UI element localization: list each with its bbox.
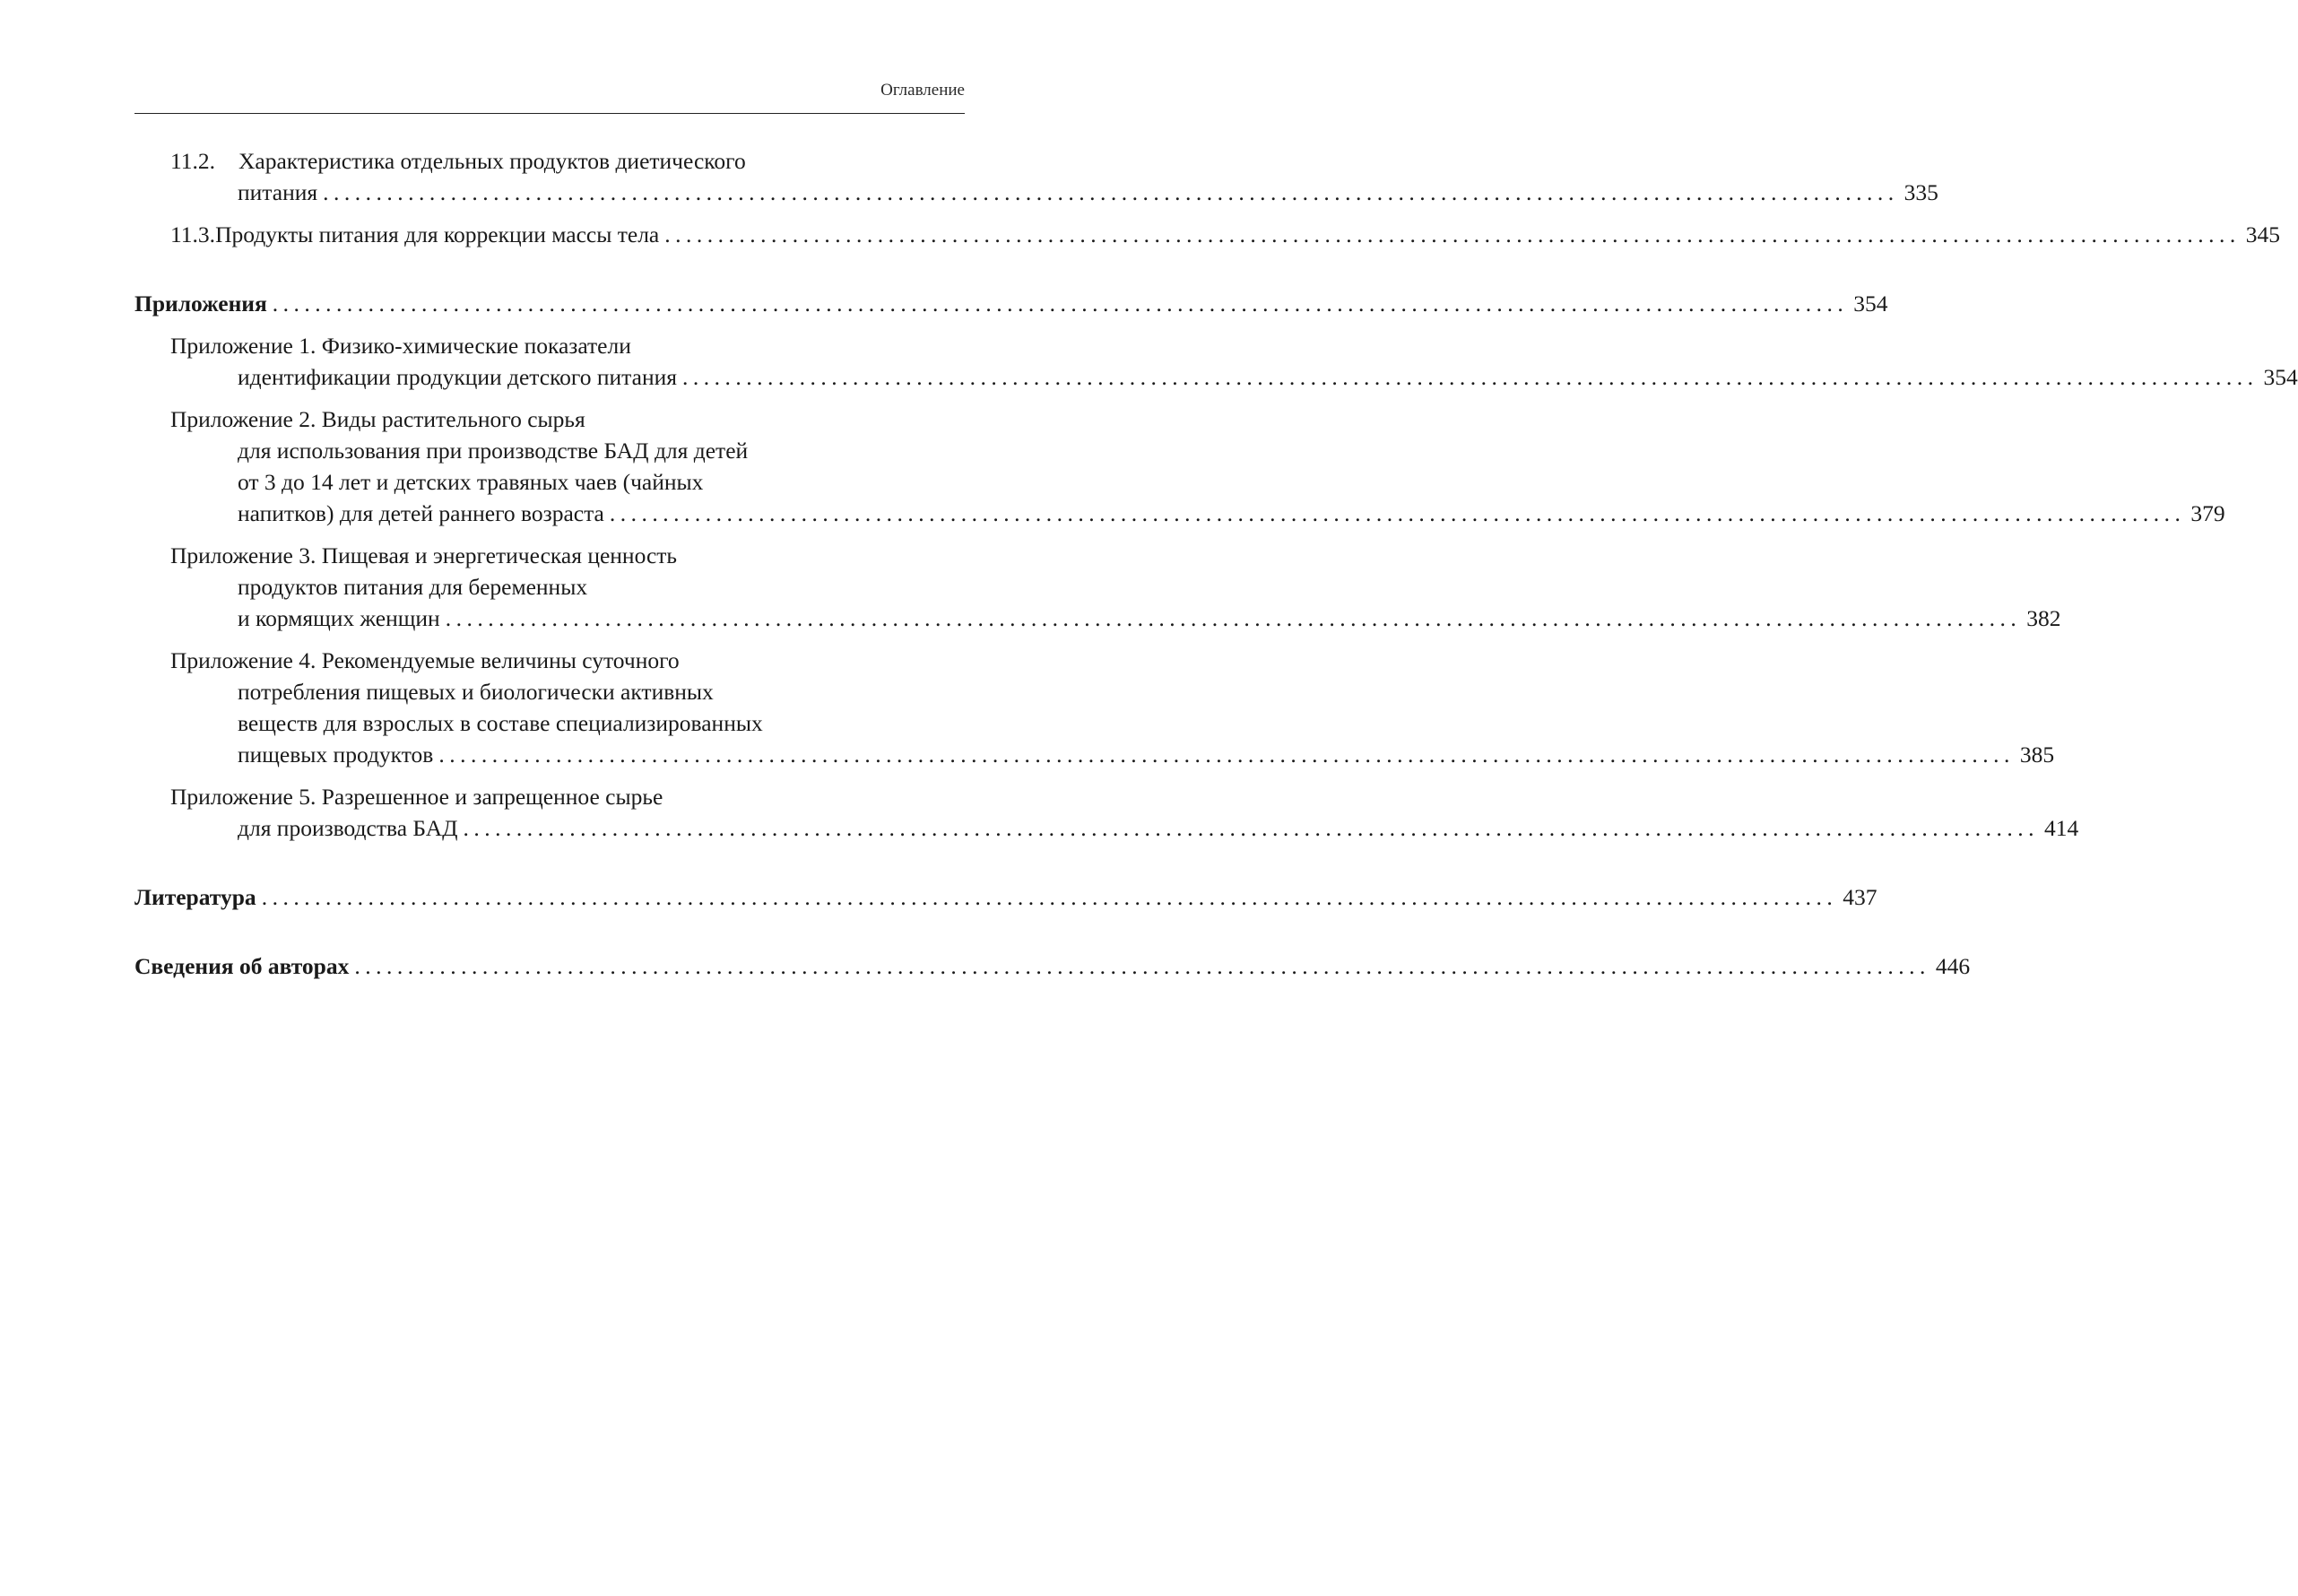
entry-title: Литература [134, 884, 256, 910]
toc-entry-appendix-1[interactable] [134, 330, 2298, 393]
toc-entry-appendix-4[interactable] [134, 645, 2055, 770]
toc-entry-authors[interactable] [134, 950, 1971, 982]
toc-entry-literature[interactable] [134, 881, 1877, 913]
toc-entry-appendix-3[interactable] [134, 540, 2061, 634]
dot-leader: .................................................................................................................................................... [463, 815, 2039, 841]
dot-leader: .................................................................................................................................................... [438, 742, 2015, 768]
section-number: 11.3. [170, 221, 216, 247]
entry-title-line: от 3 до 14 лет и детских травяных чаев (чайных [238, 469, 704, 495]
page-number: 335 [1903, 179, 1938, 205]
page-number: 414 [2044, 815, 2079, 841]
entry-title: Сведения об авторах [134, 953, 350, 979]
dot-leader: .................................................................................................................................................... [354, 953, 1930, 979]
page-number: 354 [2263, 364, 2298, 390]
table-of-contents [134, 145, 2298, 982]
page-number: 382 [2026, 605, 2061, 631]
entry-title-line: пищевых продуктов [238, 742, 434, 768]
entry-title-line: питания [238, 179, 318, 205]
section-number: 11.2. [170, 148, 216, 174]
running-header: Оглавление [880, 81, 965, 100]
toc-entry-11-2[interactable] [134, 145, 1938, 208]
page-number: 379 [2190, 500, 2225, 526]
entry-title-line: напитков) для детей раннего возраста [238, 500, 604, 526]
entry-title-line: для производства БАД [238, 815, 458, 841]
header-rule [134, 113, 965, 114]
entry-title-line: Приложение 2. Виды растительного сырья [170, 406, 585, 432]
entry-title: Приложения [134, 291, 267, 317]
dot-leader: .................................................................................................................................................... [323, 179, 1899, 205]
page-number: 446 [1935, 953, 1971, 979]
entry-title-line: Приложение 5. Разрешенное и запрещенное сырье [170, 784, 663, 810]
entry-title-line: и кормящих женщин [238, 605, 440, 631]
entry-title-line: потребления пищевых и биологически активных [238, 679, 714, 705]
dot-leader: .................................................................................................................................................... [664, 221, 2241, 247]
page-number: 385 [2019, 742, 2055, 768]
entry-title-line: Приложение 3. Пищевая и энергетическая ценность [170, 542, 678, 568]
entry-title-line: продуктов питания для беременных [238, 574, 588, 600]
dot-leader: .................................................................................................................................................... [445, 605, 2022, 631]
toc-entry-11-3[interactable] [134, 219, 2280, 250]
dot-leader: .................................................................................................................................................... [261, 884, 1838, 910]
entry-title-line: Характеристика отдельных продуктов диетического [238, 148, 746, 174]
dot-leader: .................................................................................................................................................... [609, 500, 2186, 526]
toc-entry-appendices[interactable] [134, 288, 1888, 319]
entry-title-line: идентификации продукции детского питания [238, 364, 677, 390]
page-number: 437 [1843, 884, 1877, 910]
entry-title-line: Продукты питания для коррекции массы тела [215, 221, 660, 247]
entry-title-line: Приложение 1. Физико-химические показатели [170, 333, 631, 359]
page-number: 345 [2245, 221, 2280, 247]
entry-title-line: веществ для взрослых в составе специализированных [238, 710, 763, 736]
page-number: 354 [1853, 291, 1888, 317]
toc-entry-appendix-2[interactable] [134, 403, 2225, 529]
dot-leader: .................................................................................................................................................... [681, 364, 2259, 390]
toc-entry-appendix-5[interactable] [134, 781, 2079, 844]
entry-title-line: для использования при производстве БАД для детей [238, 438, 749, 464]
entry-title-line: Приложение 4. Рекомендуемые величины суточного [170, 647, 680, 673]
dot-leader: .................................................................................................................................................... [272, 291, 1849, 317]
